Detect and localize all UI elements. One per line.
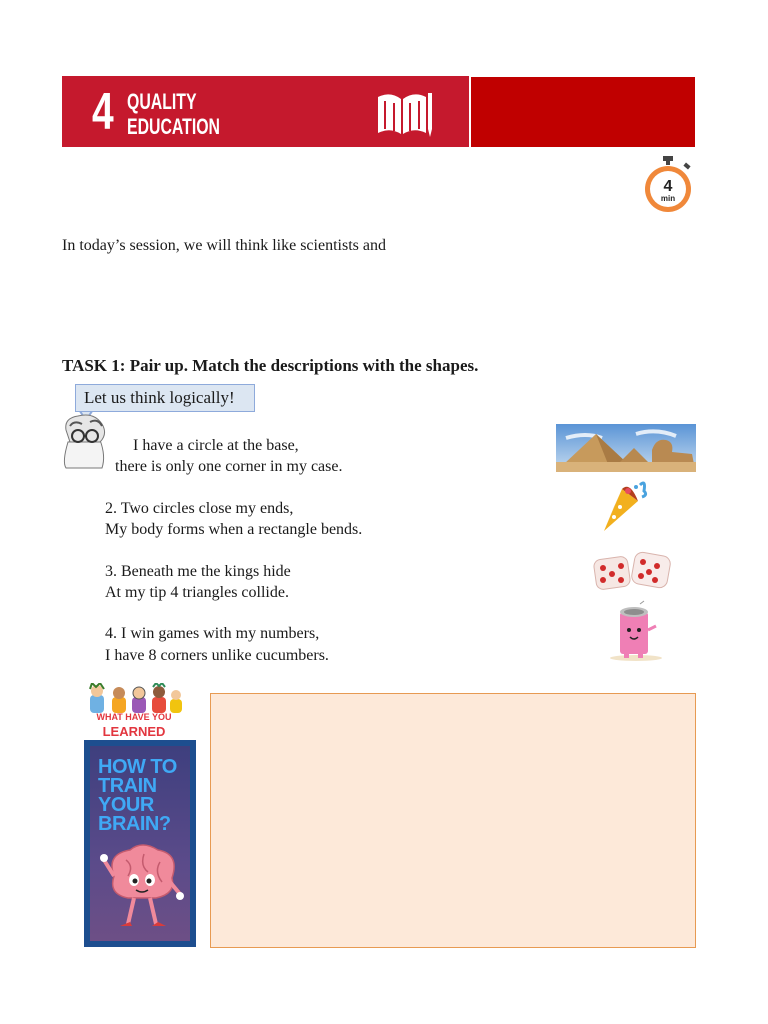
riddle-3-line-1: 3. Beneath me the kings hide xyxy=(105,563,291,580)
riddle-2-line-1: 2. Two circles close my ends, xyxy=(105,500,294,517)
intro-text: In today’s session, we will think like scientists and xyxy=(62,237,386,254)
stopwatch-icon xyxy=(640,156,696,214)
answer-box[interactable] xyxy=(210,693,696,948)
task-title: TASK 1: Pair up. Match the descriptions with the shapes. xyxy=(62,356,479,375)
riddle-2-line-2: My body forms when a rectangle bends. xyxy=(105,521,363,538)
scientist-mascot-icon xyxy=(60,412,110,470)
pyramid-sphinx-image xyxy=(556,424,696,472)
poster-background xyxy=(90,746,190,941)
speech-bubble: Let us think logically! xyxy=(75,384,255,412)
riddle-1-line-1: I have a circle at the base, xyxy=(133,437,299,454)
poster-title-line: TRAIN xyxy=(98,775,157,797)
timer-value: 4 xyxy=(663,178,673,195)
learned-heading-line2: LEARNED xyxy=(102,724,166,739)
riddle-3-line-2: At my tip 4 triangles collide. xyxy=(105,584,289,601)
train-your-brain-poster xyxy=(84,740,196,947)
timer-unit: min xyxy=(660,194,676,203)
brain-character-icon xyxy=(100,836,184,938)
goal-number: 4 xyxy=(92,83,114,141)
goal-title-line1: QUALITY xyxy=(127,89,197,114)
riddle-1-line-2: there is only one corner in my case. xyxy=(115,458,343,475)
cylinder-character-image xyxy=(606,600,670,664)
poster-title xyxy=(98,758,186,834)
riddle-4-line-1: 4. I win games with my numbers, xyxy=(105,625,320,642)
party-cone-image xyxy=(600,477,656,533)
poster-title-line: YOUR xyxy=(98,794,154,816)
goal-title-line2: EDUCATION xyxy=(127,114,220,139)
riddle-4-line-2: I have 8 corners unlike cucumbers. xyxy=(105,647,329,664)
learned-heading-line1: WHAT HAVE YOU xyxy=(96,712,172,722)
poster-title-line: HOW TO xyxy=(98,756,177,778)
goal-title xyxy=(127,89,220,139)
banner-extension xyxy=(471,77,695,147)
poster-title-line: BRAIN? xyxy=(98,813,171,835)
book-pencil-icon xyxy=(374,87,434,141)
learners-group-icon xyxy=(86,683,186,713)
dice-image xyxy=(593,550,673,592)
